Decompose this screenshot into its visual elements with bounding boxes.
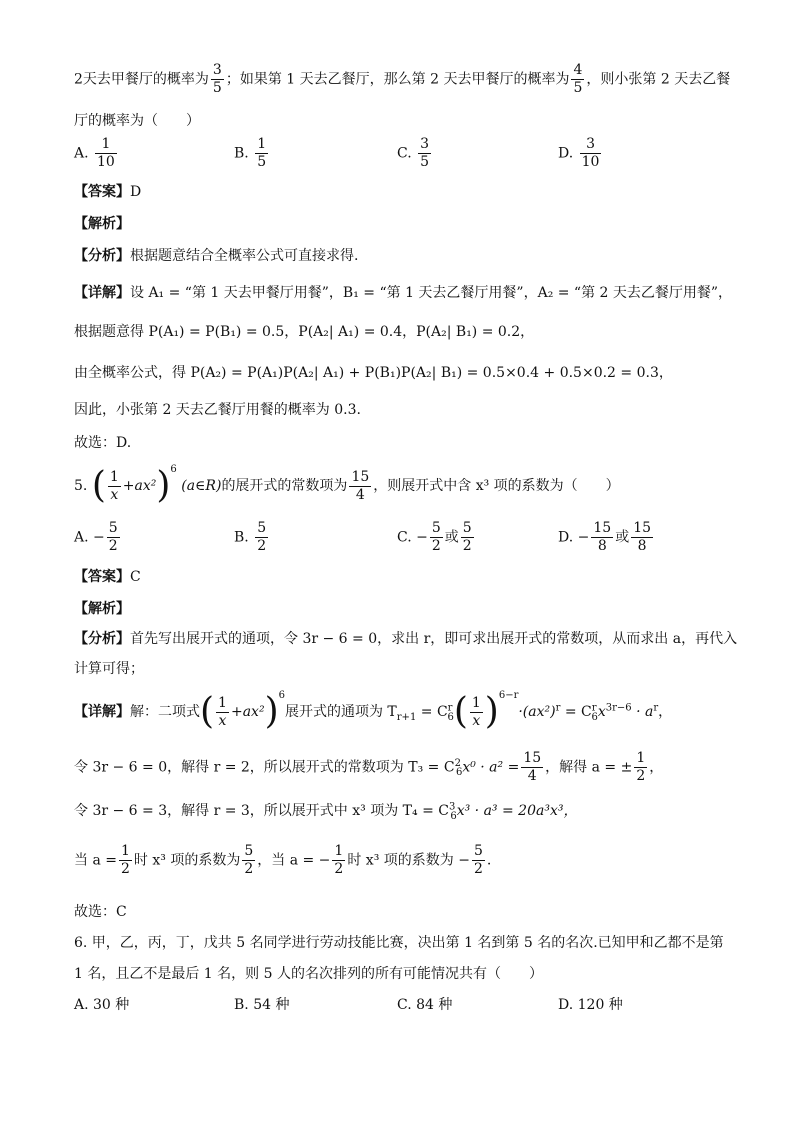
q5-xj4-frac3 [332,843,345,878]
q5-xj2-text-d: ， [649,759,664,776]
q5-option-b-label: B. [234,529,249,546]
q5-xiangjie-line3 [74,800,577,822]
q4-fenxi [74,245,358,265]
q5-answer-value: C [130,569,141,585]
q4-option-c-num: 3 [420,136,430,152]
q4-option-d-den: 10 [581,154,600,170]
q4-answer-value: D [130,184,142,200]
q5-fenxi-tag: 【分析】 [74,631,130,647]
q4-option-b-label: B. [234,145,249,162]
q5-xiangjie-line1 [74,690,672,730]
q5-option-c-label: C. [397,529,412,546]
q5-option-d-num2: 15 [633,520,652,536]
q4-option-b-frac [255,136,268,171]
q4-line1-text-a: 2天去甲餐厅的概率为 [74,71,209,88]
q5-xj1-text-g: · a [631,704,654,720]
q5-option-c-den1: 2 [431,538,441,554]
q5-xj3-c-sup: 3 [448,801,456,813]
q5-option-b[interactable] [234,520,270,555]
q5-xj1-sub: r+1 [396,711,417,723]
q5-option-a-num: 5 [108,520,118,536]
q5-guxuan: 故选：C [74,904,127,920]
q5-xj4-frac3-den: 2 [334,861,344,877]
q5-xj1-text-b: 展开式的通项为 T [284,704,397,720]
q6-line1: 6. 甲，乙，丙，丁，戊共 5 名同学进行劳动技能比赛，决出第 1 名到第 5 名的名次.已知甲和乙都不是第 [74,935,724,951]
q5-xj4-frac2-den: 2 [244,861,254,877]
q4-option-a[interactable] [74,136,119,171]
q5-option-c-num2: 5 [462,520,472,536]
q4-option-b-num: 1 [257,136,267,152]
q4-option-b-den: 5 [257,154,267,170]
q5-xj4-frac1 [119,843,132,878]
q5-option-a[interactable] [74,520,122,555]
q5-option-d-den1: 8 [591,537,613,555]
q5-xj1-g-sup: r [653,702,659,714]
q4-line1-text-b: ；如果第 1 天去乙餐厅，那么第 2 天去甲餐厅的概率为 [225,71,570,88]
q5-option-d-frac1 [591,520,613,555]
q5-xj1-text-c: = C [416,704,448,720]
q5-xj4-text-d: 时 x³ 项的系数为 − [347,852,470,869]
q5-xj4-frac4-den: 2 [473,861,483,877]
q5-answer-tag: 【答案】 [74,569,130,585]
q5-xj1-e-sub: 6 [591,711,598,723]
q5-answer [74,566,141,586]
q5-stem-frac-15-4 [349,469,371,504]
q4-frac1-num: 3 [212,62,222,78]
q6-option-b[interactable]: B. 54 种 [234,997,290,1013]
q5-xj2-text-c: ，解得 a = ± [545,759,633,776]
q6-option-a[interactable]: A. 30 种 [74,997,130,1013]
q5-stem-frac-den: x [108,486,121,504]
q5-stem-frac [108,469,121,504]
q5-option-a-den: 2 [108,538,118,554]
q5-xj4-text-a: 当 a = [74,852,117,869]
q5-option-c-frac1 [430,520,443,555]
q4-frac2-num: 4 [573,62,583,78]
q5-xj3-c-sub: 6 [450,810,457,822]
q5-stem-text-b: ，则展开式中含 x³ 项的系数为（ ） [373,478,620,494]
q5-option-d-den2: 8 [631,537,653,555]
q5-xj4-frac1-den: 2 [120,861,130,877]
q5-xj2-frac2 [634,750,647,785]
q4-frac2-den: 5 [573,80,583,96]
q4-frac1-den: 5 [212,80,222,96]
q4-option-d-label: D. [558,145,574,162]
q5-xj1-frac-den: x [216,712,229,730]
q4-xiangjie-line1 [74,282,732,302]
q5-xj1-paren2-open: ( [453,691,468,732]
q4-frac-3-5 [211,62,224,97]
q4-option-c-frac [418,136,431,171]
q4-answer [74,181,141,201]
q5-xj1-text-h: ， [658,704,673,720]
q5-paren-close: ) [156,465,171,506]
q5-xj2-c-sub: 6 [455,767,463,779]
q5-xj4-frac2-num: 5 [244,843,254,859]
q4-line2: 厅的概率为（ ） [74,113,200,129]
q5-xj1-frac2 [470,695,483,730]
q5-stem-frac2-num: 15 [351,468,370,485]
q5-xj1-paren-close: ) [264,691,279,732]
q5-xj1-f-sup: 3r−6 [605,702,632,714]
q5-fenxi-line2: 计算可得； [74,661,144,677]
q5-option-c[interactable] [397,520,476,555]
q5-fenxi-line1 [74,628,737,648]
q5-xj1-text-e: = C [560,704,592,720]
q5-xj3-text-a: 令 3r − 6 = 3，解得 r = 3，所以展开式中 x³ 项为 T₄ = C [74,803,449,819]
q5-xj2-frac1-den: 4 [521,767,543,785]
q4-option-c-den: 5 [420,154,430,170]
q4-option-c[interactable] [397,136,433,171]
q5-xj1-c-sub: 6 [447,711,454,723]
q5-xj4-frac3-num: 1 [334,843,344,859]
q5-xiangjie-tag: 【详解】 [74,704,130,720]
q5-xj1-c-sup: r [447,702,453,714]
q4-fenxi-tag: 【分析】 [74,248,130,264]
q5-xj1-text-a: 解：二项式 [130,704,200,720]
q4-analysis-tag: 【解析】 [74,216,130,232]
q4-frac-4-5 [571,62,584,97]
q4-option-d[interactable] [558,136,603,171]
q5-xj1-d-sup: r [555,702,561,714]
q5-option-a-label: A. [74,529,89,546]
q5-xj2-frac2-num: 1 [636,750,646,766]
q4-xiangjie-line4: 因此，小张第 2 天去乙餐厅用餐的概率为 0.3. [74,402,361,418]
q4-option-a-den: 10 [97,154,115,170]
q5-option-d[interactable] [558,520,655,555]
q4-fenxi-text: 根据题意结合全概率公式可直接求得. [130,248,359,264]
q4-option-a-frac [95,136,117,171]
q4-option-b[interactable] [234,136,270,171]
q5-xj2-frac2-den: 2 [636,768,646,784]
q5-option-b-frac [255,520,268,555]
q4-answer-tag: 【答案】 [74,184,130,200]
q5-option-d-label: D. [558,529,574,546]
q5-option-c-den2: 2 [462,538,472,554]
q4-option-a-label: A. [74,145,89,162]
q4-xiangjie-line2: 根据题意得 P(A₁) = P(B₁) = 0.5，P(A₂| A₁) = 0.4，P(A₂| B₁) = 0.2， [74,324,535,340]
q6-option-d[interactable]: D. 120 种 [558,997,623,1013]
q5-stem [74,464,620,504]
q5-option-a-sign: − [93,529,105,546]
q5-xj2-frac1 [521,750,543,785]
q5-option-d-sign: − [577,529,590,546]
q5-xj1-inner-exp: 6−r [498,690,519,701]
q5-xj4-frac4-num: 5 [473,843,483,859]
q5-xj4-frac4 [472,843,485,878]
q5-number: 5. [74,478,88,494]
q4-option-d-frac [580,136,602,171]
q5-xj4-text-b: 时 x³ 项的系数为 [133,852,241,869]
q4-guxuan: 故选：D. [74,435,132,451]
q5-xj4-text-c: ，当 a = − [257,852,331,869]
q5-stem-condition: (a∈R) [181,478,222,494]
q5-option-d-frac2 [631,520,653,555]
q5-xj1-text-d: ·(ax²) [518,704,556,720]
q5-xj2-text-b: x⁰ · a² = [462,759,520,776]
q5-paren-open: ( [91,465,106,506]
q5-stem-frac2-den: 4 [349,486,371,504]
q6-option-c[interactable]: C. 84 种 [397,997,453,1013]
q5-option-c-or: 或 [444,529,459,546]
q5-stem-power: 6 [170,464,177,475]
q5-xj2-frac1-num: 15 [523,750,542,766]
q5-option-b-den: 2 [257,538,267,554]
q5-xj1-paren-open: ( [200,691,215,732]
q4-option-c-label: C. [397,145,412,162]
q5-xj2-c-sup: 2 [454,757,461,769]
q4-option-a-num: 1 [101,136,111,152]
q5-xj3-text-b: x³ · a³ = 20a³x³， [456,803,578,819]
q5-analysis-tag: 【解析】 [74,601,130,617]
q5-xiangjie-line2 [74,750,663,785]
q5-stem-plus: +ax² [122,478,157,494]
q5-option-d-or: 或 [615,529,630,546]
q5-xj1-e-sup: r [591,702,597,714]
q5-xj1-frac-num: 1 [218,694,227,711]
q5-xj1-text-f: x [597,704,606,720]
q4-option-d-num: 3 [586,136,596,152]
q5-option-a-frac [107,520,120,555]
q5-xiangjie-line4 [74,843,491,878]
q5-fenxi-text1: 首先写出展开式的通项，令 3r − 6 = 0，求出 r，即可求出展开式的常数项，从而求出 a，再代入 [130,631,738,647]
q5-xj1-power: 6 [278,690,285,701]
q4-xiangjie-line3: 由全概率公式，得 P(A₂) = P(A₁)P(A₂| A₁) + P(B₁)P(A₂| B₁) = 0.5×0.4 + 0.5×0.2 = 0.3， [74,365,673,381]
q4-line1 [74,62,730,97]
q4-xiangjie-tag: 【详解】 [74,285,130,301]
q5-stem-frac-num: 1 [109,468,119,485]
q5-option-c-num1: 5 [431,520,441,536]
q6-line2: 1 名，且乙不是最后 1 名，则 5 人的名次排列的所有可能情况共有（ ） [74,966,543,982]
q5-xj4-frac2 [242,843,255,878]
q4-xiangjie-text1: 设 A₁ = “第 1 天去甲餐厅用餐”，B₁ = “第 1 天去乙餐厅用餐”，A₂ = “第 2 天去乙餐厅用餐”， [130,285,733,301]
q5-option-d-num1: 15 [593,520,612,536]
q5-option-b-num: 5 [257,520,267,536]
q5-xj1-paren2-close: ) [484,691,499,732]
q5-xj2-text-a: 令 3r − 6 = 0，解得 r = 2，所以展开式的常数项为 T₃ = C [74,759,455,776]
q5-xj1-frac2-num: 1 [471,694,481,711]
q5-xj1-frac [216,695,229,730]
q5-xj1-frac2-den: x [470,712,483,730]
q5-xj4-frac1-num: 1 [120,843,130,859]
q5-option-c-frac2 [461,520,474,555]
q5-option-c-sign: − [416,529,428,546]
q5-xj1-plus: +ax² [230,704,265,720]
q5-stem-text-a: 的展开式的常数项为 [221,478,348,494]
q4-line1-text-c: ，则小张第 2 天去乙餐 [586,71,731,88]
q5-xj4-text-e: . [486,852,492,869]
